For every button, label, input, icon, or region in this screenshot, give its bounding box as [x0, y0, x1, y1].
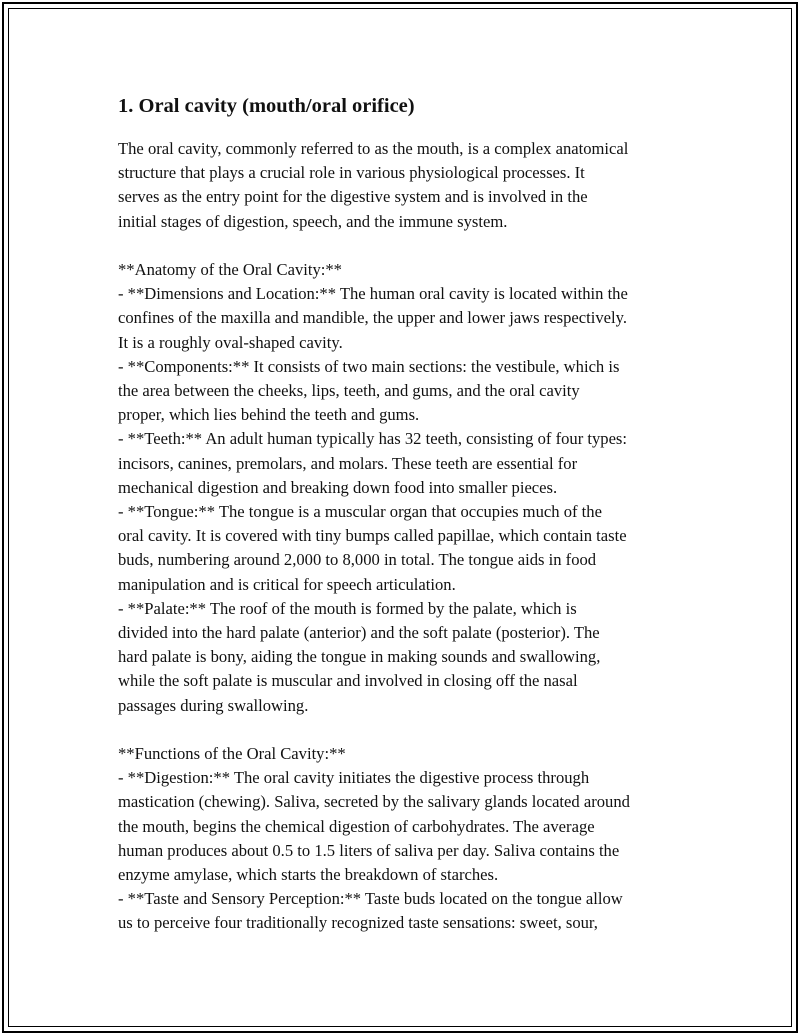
paragraph-gap [118, 234, 692, 258]
paragraph-gap [118, 718, 692, 742]
document-body [118, 92, 692, 936]
anatomy-item-teeth: - **Teeth:** An adult human typically has 32 teeth, consisting of four types: incisors, canines, premolars, and molars. These teeth are essential for mechanical digestion and breaking down food into smaller pieces. [118, 429, 628, 497]
functions-item-taste: - **Taste and Sensory Perception:** Taste buds located on the tongue allow us to perceive four traditionally recognized taste sensations: sweet, sour, [118, 889, 623, 933]
anatomy-item-tongue: - **Tongue:** The tongue is a muscular organ that occupies much of the oral cavity. It is covered with tiny bumps called papillae, which contain taste buds, numbering around 2,000 to 8,000 in total. The tongue aids in food manipulation and is critical for speech articulation. [118, 502, 627, 594]
anatomy-item-palate: - **Palate:** The roof of the mouth is formed by the palate, which is divided into the hard palate (anterior) and the soft palate (posterior). The hard palate is bony, aiding the tongue in making sounds and swallowing, while the soft palate is muscular and involved in closing off the nasal passages during swallowing. [118, 598, 601, 715]
section-heading: 1. Oral cavity (mouth/oral orifice) [118, 95, 415, 117]
functions-heading: **Functions of the Oral Cavity:** [118, 744, 346, 764]
anatomy-item-components: - **Components:** It consists of two main sections: the vestibule, which is the area between the cheeks, lips, teeth, and gums, and the oral cavity proper, which lies behind the teeth and gums. [118, 356, 620, 425]
anatomy-heading: **Anatomy of the Oral Cavity:** [118, 260, 342, 279]
functions-item-digestion: - **Digestion:** The oral cavity initiates the digestive process through mastication (chewing). Saliva, secreted by the salivary glands located around the mouth, begins the chemical digestion of carbohydrates. The average human produces about 0.5 to 1.5 liters of saliva per day. Saliva contains the enzyme amylase, which starts the breakdown of starches. [118, 768, 630, 885]
intro-paragraph: The oral cavity, commonly referred to as the mouth, is a complex anatomical structure that plays a crucial role in various physiological processes. It serves as the entry point for the digestive system and is involved in the initial stages of digestion, speech, and the immune system. [118, 139, 629, 231]
anatomy-item-dimensions: - **Dimensions and Location:** The human oral cavity is located within the confines of the maxilla and mandible, the upper and lower jaws respectively. It is a roughly oval-shaped cavity. [118, 284, 628, 352]
